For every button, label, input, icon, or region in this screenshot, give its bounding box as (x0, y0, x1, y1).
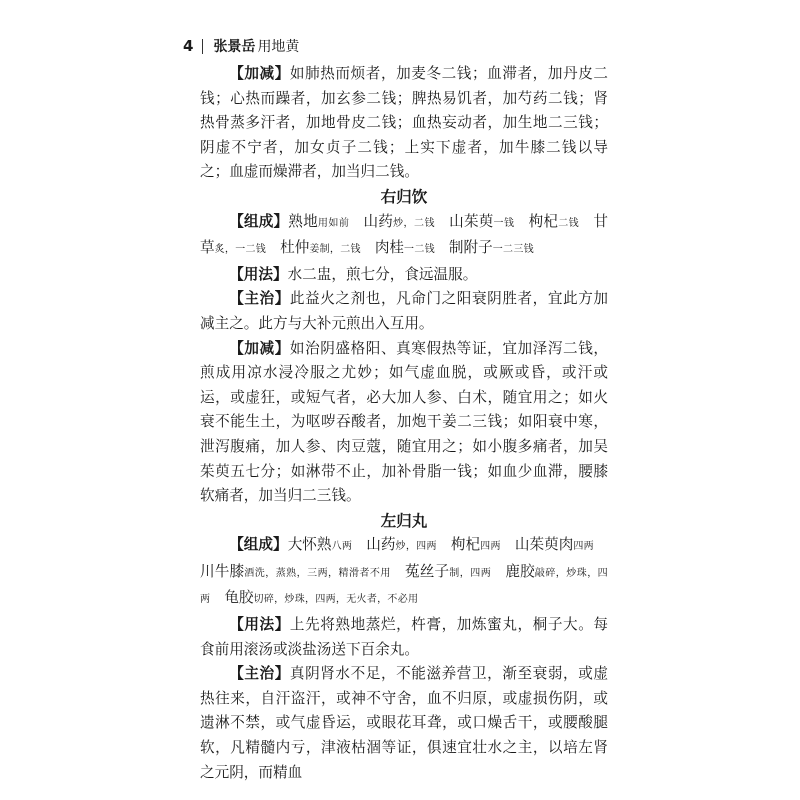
formula-title-yougui-yin: 右归饮 (380, 187, 428, 206)
formula-title-zuogui-wan: 左归丸 (380, 511, 428, 530)
jiajian-text: 如肺热而烦者，加麦冬二钱；血滞者，加丹皮二钱；心热而躁者，加玄参二钱；脾热易饥者，加芍药二钱；肾热骨蒸多汗者，加地骨皮二钱；血热妄动者，加生地二三钱；阴虚不宁者，加女贞子二钱；上实下虚者，加牛膝二钱以导之；血虚而燥滞者，加当归二钱。 (200, 65, 608, 181)
section1-yongfa (200, 263, 608, 288)
jiajian-text: 如治阴盛格阳、真寒假热等证，宜加泽泻二钱，煎成用凉水浸冷服之尤妙；如气虚血脱，或厥或昏，或汗或运，或虚狂，或短气者，必大加人参、白术，随宜用之；如火衰不能生土，为呕哕吞酸者，加炮干姜二三钱；如阳衰中寒，泄泻腹痛，加人参、肉豆蔻，随宜用之；如小腹多痛者，加吴茱萸五七分；如淋带不止，加补骨脂一钱；如血少血滞，腰膝软痛者，加当归二三钱。 (200, 339, 608, 505)
section2-yongfa (200, 613, 608, 662)
herb-note: 一二三钱 (492, 244, 534, 256)
herb-note: 切碎，炒珠，四两，无火者，不必用 (253, 594, 419, 606)
yongfa-label: 【用法】 (229, 616, 290, 634)
herb-name: 制附子 (448, 239, 493, 257)
herb-name: 枸杞 (528, 212, 559, 230)
herb-name: 甘草 (200, 212, 608, 257)
herb-note: 炒，四两 (395, 541, 437, 553)
herb-name: 熟地 (288, 212, 318, 230)
herb-note: 制，四两 (449, 567, 492, 579)
section1-zucheng (200, 210, 608, 263)
section2-zucheng (200, 533, 608, 613)
header-author: 张景岳 (213, 39, 256, 55)
herb-name: 大怀熟 (287, 536, 332, 554)
header-divider (202, 39, 203, 54)
herb-note: 炙，一二钱 (214, 244, 267, 256)
herb-note: 用如前 (317, 217, 350, 229)
zhuzhi-label: 【主治】 (229, 290, 290, 308)
section0-jiajian (200, 62, 608, 185)
herb-name: 龟胶 (224, 589, 254, 607)
herb-name: 山药 (363, 212, 394, 230)
jiajian-label: 【加减】 (229, 339, 290, 357)
page-body (200, 62, 608, 785)
herb-note: 姜制，二钱 (309, 244, 361, 256)
yongfa-label: 【用法】 (229, 265, 288, 283)
section1-jiajian (200, 337, 608, 509)
herb-note: 八两 (331, 541, 353, 553)
herb-name: 山茱萸肉 (514, 536, 574, 554)
herb-name: 菟丝子 (404, 562, 450, 580)
section1-zhuzhi (200, 287, 608, 336)
herb-name: 枸杞 (450, 536, 481, 554)
herb-name: 鹿胶 (505, 562, 535, 580)
herb-name: 山茱萸 (448, 212, 494, 230)
herb-note: 酒洗，蒸熟，三两，精滑者不用 (244, 567, 391, 579)
herb-name: 川牛膝 (200, 562, 245, 580)
page-number: 4 (183, 37, 194, 55)
herb-name: 山药 (366, 536, 396, 554)
zucheng-label: 【组成】 (229, 536, 288, 554)
herb-note: 一钱 (493, 217, 515, 229)
herb-note: 炒，二钱 (393, 217, 435, 229)
section2-zhuzhi (200, 662, 608, 785)
herb-note: 四两 (573, 541, 594, 553)
zucheng-label: 【组成】 (229, 212, 289, 230)
herb-note: 敲碎，炒珠，四两 (200, 567, 608, 606)
running-header (183, 36, 299, 56)
yongfa-text: 水二盅，煎七分，食远温服。 (287, 265, 478, 283)
herb-note: 二钱 (558, 217, 580, 229)
herb-name: 杜仲 (280, 239, 310, 257)
herb-note: 一二钱 (404, 244, 435, 256)
zhuzhi-text: 真阴肾水不足，不能滋养营卫，渐至衰弱，或虚热往来，自汗盗汗，或神不守舍，血不归原，或虚损伤阴，或遗淋不禁，或气虚昏运，或眼花耳聋，或口燥舌干，或腰酸腿软，凡精髓内亏，津液枯涸等证，俱速宜壮水之主，以培左肾之元阴，而精血 (200, 665, 608, 781)
herb-name: 肉桂 (374, 239, 405, 257)
yongfa-text: 上先将熟地蒸烂，杵膏，加炼蜜丸，桐子大。每食前用滚汤或淡盐汤送下百余丸。 (200, 616, 608, 658)
header-book-title: 用地黄 (257, 39, 300, 55)
zhuzhi-text: 此益火之剂也，凡命门之阳衰阴胜者，宜此方加减主之。此方与大补元煎出入互用。 (200, 290, 608, 332)
jiajian-label: 【加减】 (229, 65, 290, 82)
herb-note: 四两 (480, 541, 501, 553)
zhuzhi-label: 【主治】 (229, 665, 290, 683)
